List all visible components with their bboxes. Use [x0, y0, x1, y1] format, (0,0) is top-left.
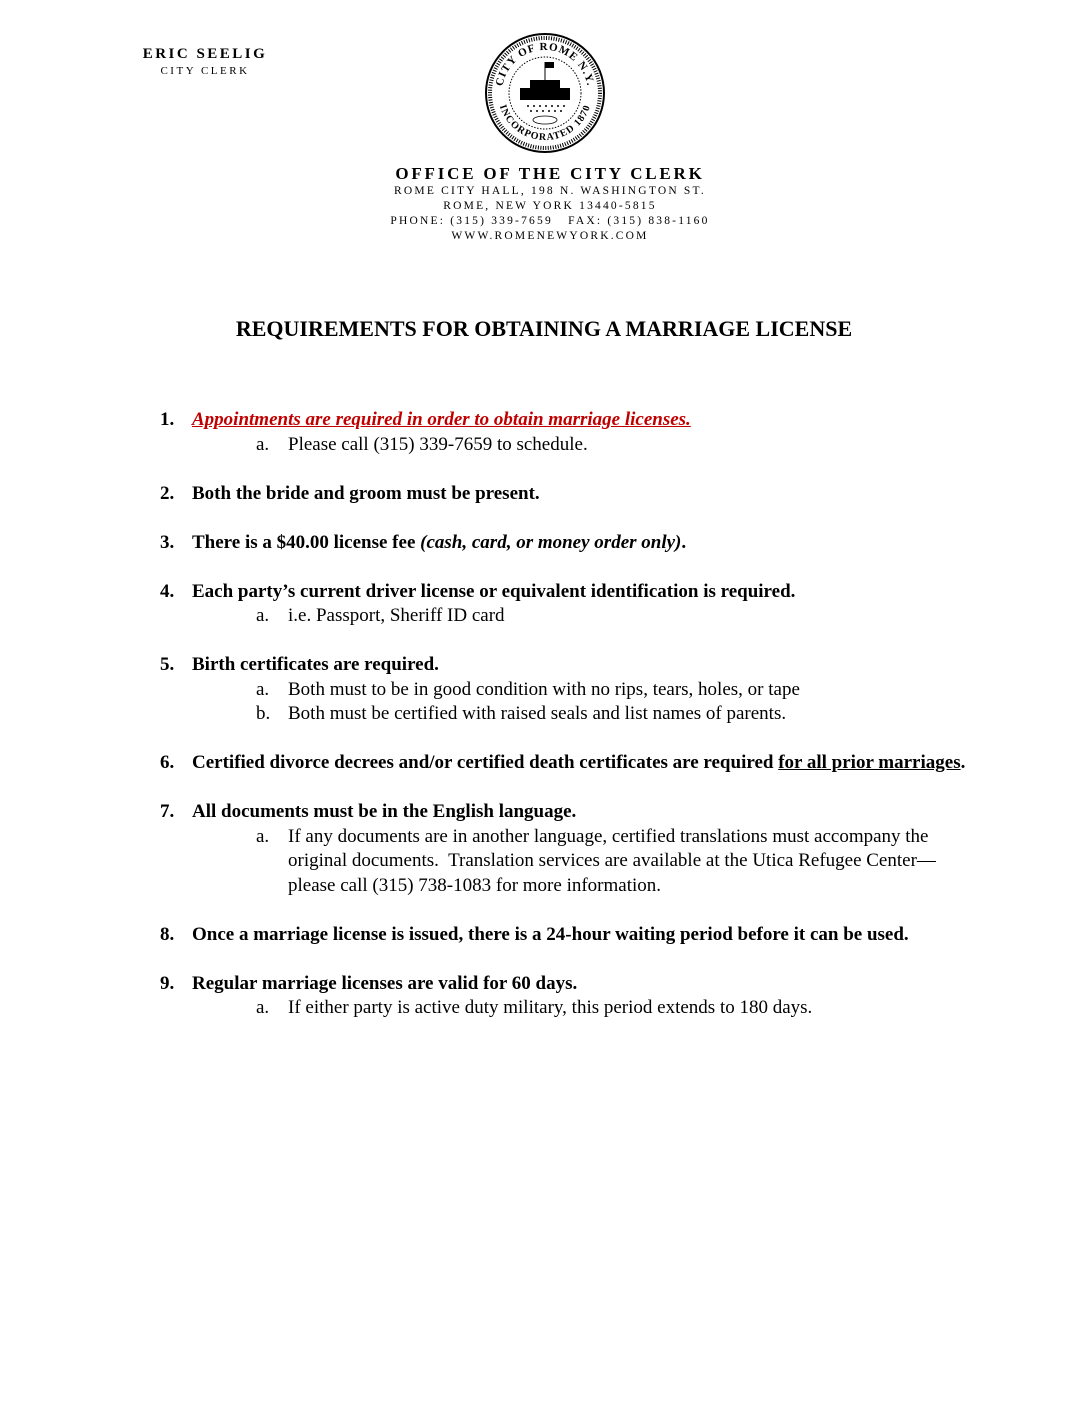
item-text: Both the bride and groom must be present.: [192, 482, 540, 504]
item-number: 1.: [160, 409, 175, 430]
item-text: Regular marriage licenses are valid for 60 days.: [192, 972, 578, 994]
sub-letter: a.: [256, 825, 270, 847]
requirement-6: [160, 751, 980, 776]
requirement-8: [160, 923, 980, 948]
item-text: Birth certificates are required.: [192, 654, 439, 675]
sub-item: [192, 604, 980, 629]
item-text: Each party’s current driver license or equivalent identification is required.: [192, 580, 796, 602]
requirement-2: [160, 482, 980, 507]
sub-letter: a.: [256, 997, 270, 1018]
office-info: [300, 164, 800, 244]
sub-letter: a.: [256, 678, 270, 700]
item-text: There is a $40.00 license fee: [192, 531, 421, 553]
item-number: 9.: [160, 972, 175, 994]
requirement-3: [160, 531, 980, 556]
sub-letter: a.: [256, 433, 270, 455]
appointment-notice: Appointments are required in order to obtain marriage licenses.: [192, 409, 691, 430]
item-number: 8.: [160, 923, 175, 945]
sub-letter: b.: [256, 703, 271, 724]
item-number: 7.: [160, 801, 175, 822]
sub-item: [192, 678, 980, 703]
seal-bottom-text: INCORPORATED 1870: [496, 103, 594, 144]
address-line-2: ROME, NEW YORK 13440-5815: [443, 200, 657, 212]
item-number: 6.: [160, 752, 175, 773]
sub-item: [192, 825, 980, 899]
payment-methods: (cash, card, or money order only): [420, 531, 682, 553]
office-title: OFFICE OF THE CITY CLERK: [395, 164, 705, 183]
sub-item: [192, 996, 980, 1021]
item-text: All documents must be in the English language.: [192, 801, 577, 822]
sub-text: If any documents are in another language, certified translations must accompany the original documents. Translation services are available at the Utica Refugee Center—please call (315) 738-1083 for more information.: [288, 825, 936, 896]
seal-top-text: CITY OF ROME N.Y.: [493, 40, 597, 88]
prior-marriages-emphasis: for all prior marriages: [778, 752, 961, 773]
item-text: Once a marriage license is issued, there is a 24-hour waiting period before it can be used.: [192, 923, 909, 945]
document-title: REQUIREMENTS FOR OBTAINING A MARRIAGE LICENSE: [235, 316, 853, 341]
requirement-7: [160, 800, 980, 898]
requirement-9: [160, 972, 980, 1021]
requirements-list: [160, 408, 980, 1045]
sub-item: [192, 433, 980, 458]
phone-fax: PHONE: (315) 339-7659 FAX: (315) 838-1160: [390, 215, 710, 227]
clerk-name: ERIC SEELIG: [142, 46, 268, 62]
item-number: 4.: [160, 580, 175, 602]
address-line-1: ROME CITY HALL, 198 N. WASHINGTON ST.: [394, 185, 706, 197]
sub-item: [192, 702, 980, 727]
item-end: .: [681, 531, 687, 553]
sub-text: Both must to be in good condition with no rips, tears, holes, or tape: [288, 678, 800, 700]
item-number: 5.: [160, 654, 175, 675]
website: WWW.ROMENEWYORK.COM: [451, 230, 649, 242]
item-number: 2.: [160, 482, 175, 504]
clerk-title: CITY CLERK: [160, 65, 250, 77]
item-end: .: [960, 752, 966, 773]
item-number: 3.: [160, 531, 175, 553]
city-seal-icon: [484, 32, 606, 154]
sub-text: i.e. Passport, Sheriff ID card: [288, 605, 505, 626]
sub-letter: a.: [256, 605, 270, 626]
sub-text: Both must be certified with raised seals and list names of parents.: [288, 703, 787, 724]
sub-text: Please call (315) 339-7659 to schedule.: [288, 433, 588, 455]
item-text: Certified divorce decrees and/or certified death certificates are required: [192, 752, 779, 773]
sub-text: If either party is active duty military, this period extends to 180 days.: [288, 997, 813, 1018]
requirement-4: [160, 580, 980, 629]
requirement-1: [160, 408, 980, 457]
requirement-5: [160, 653, 980, 727]
